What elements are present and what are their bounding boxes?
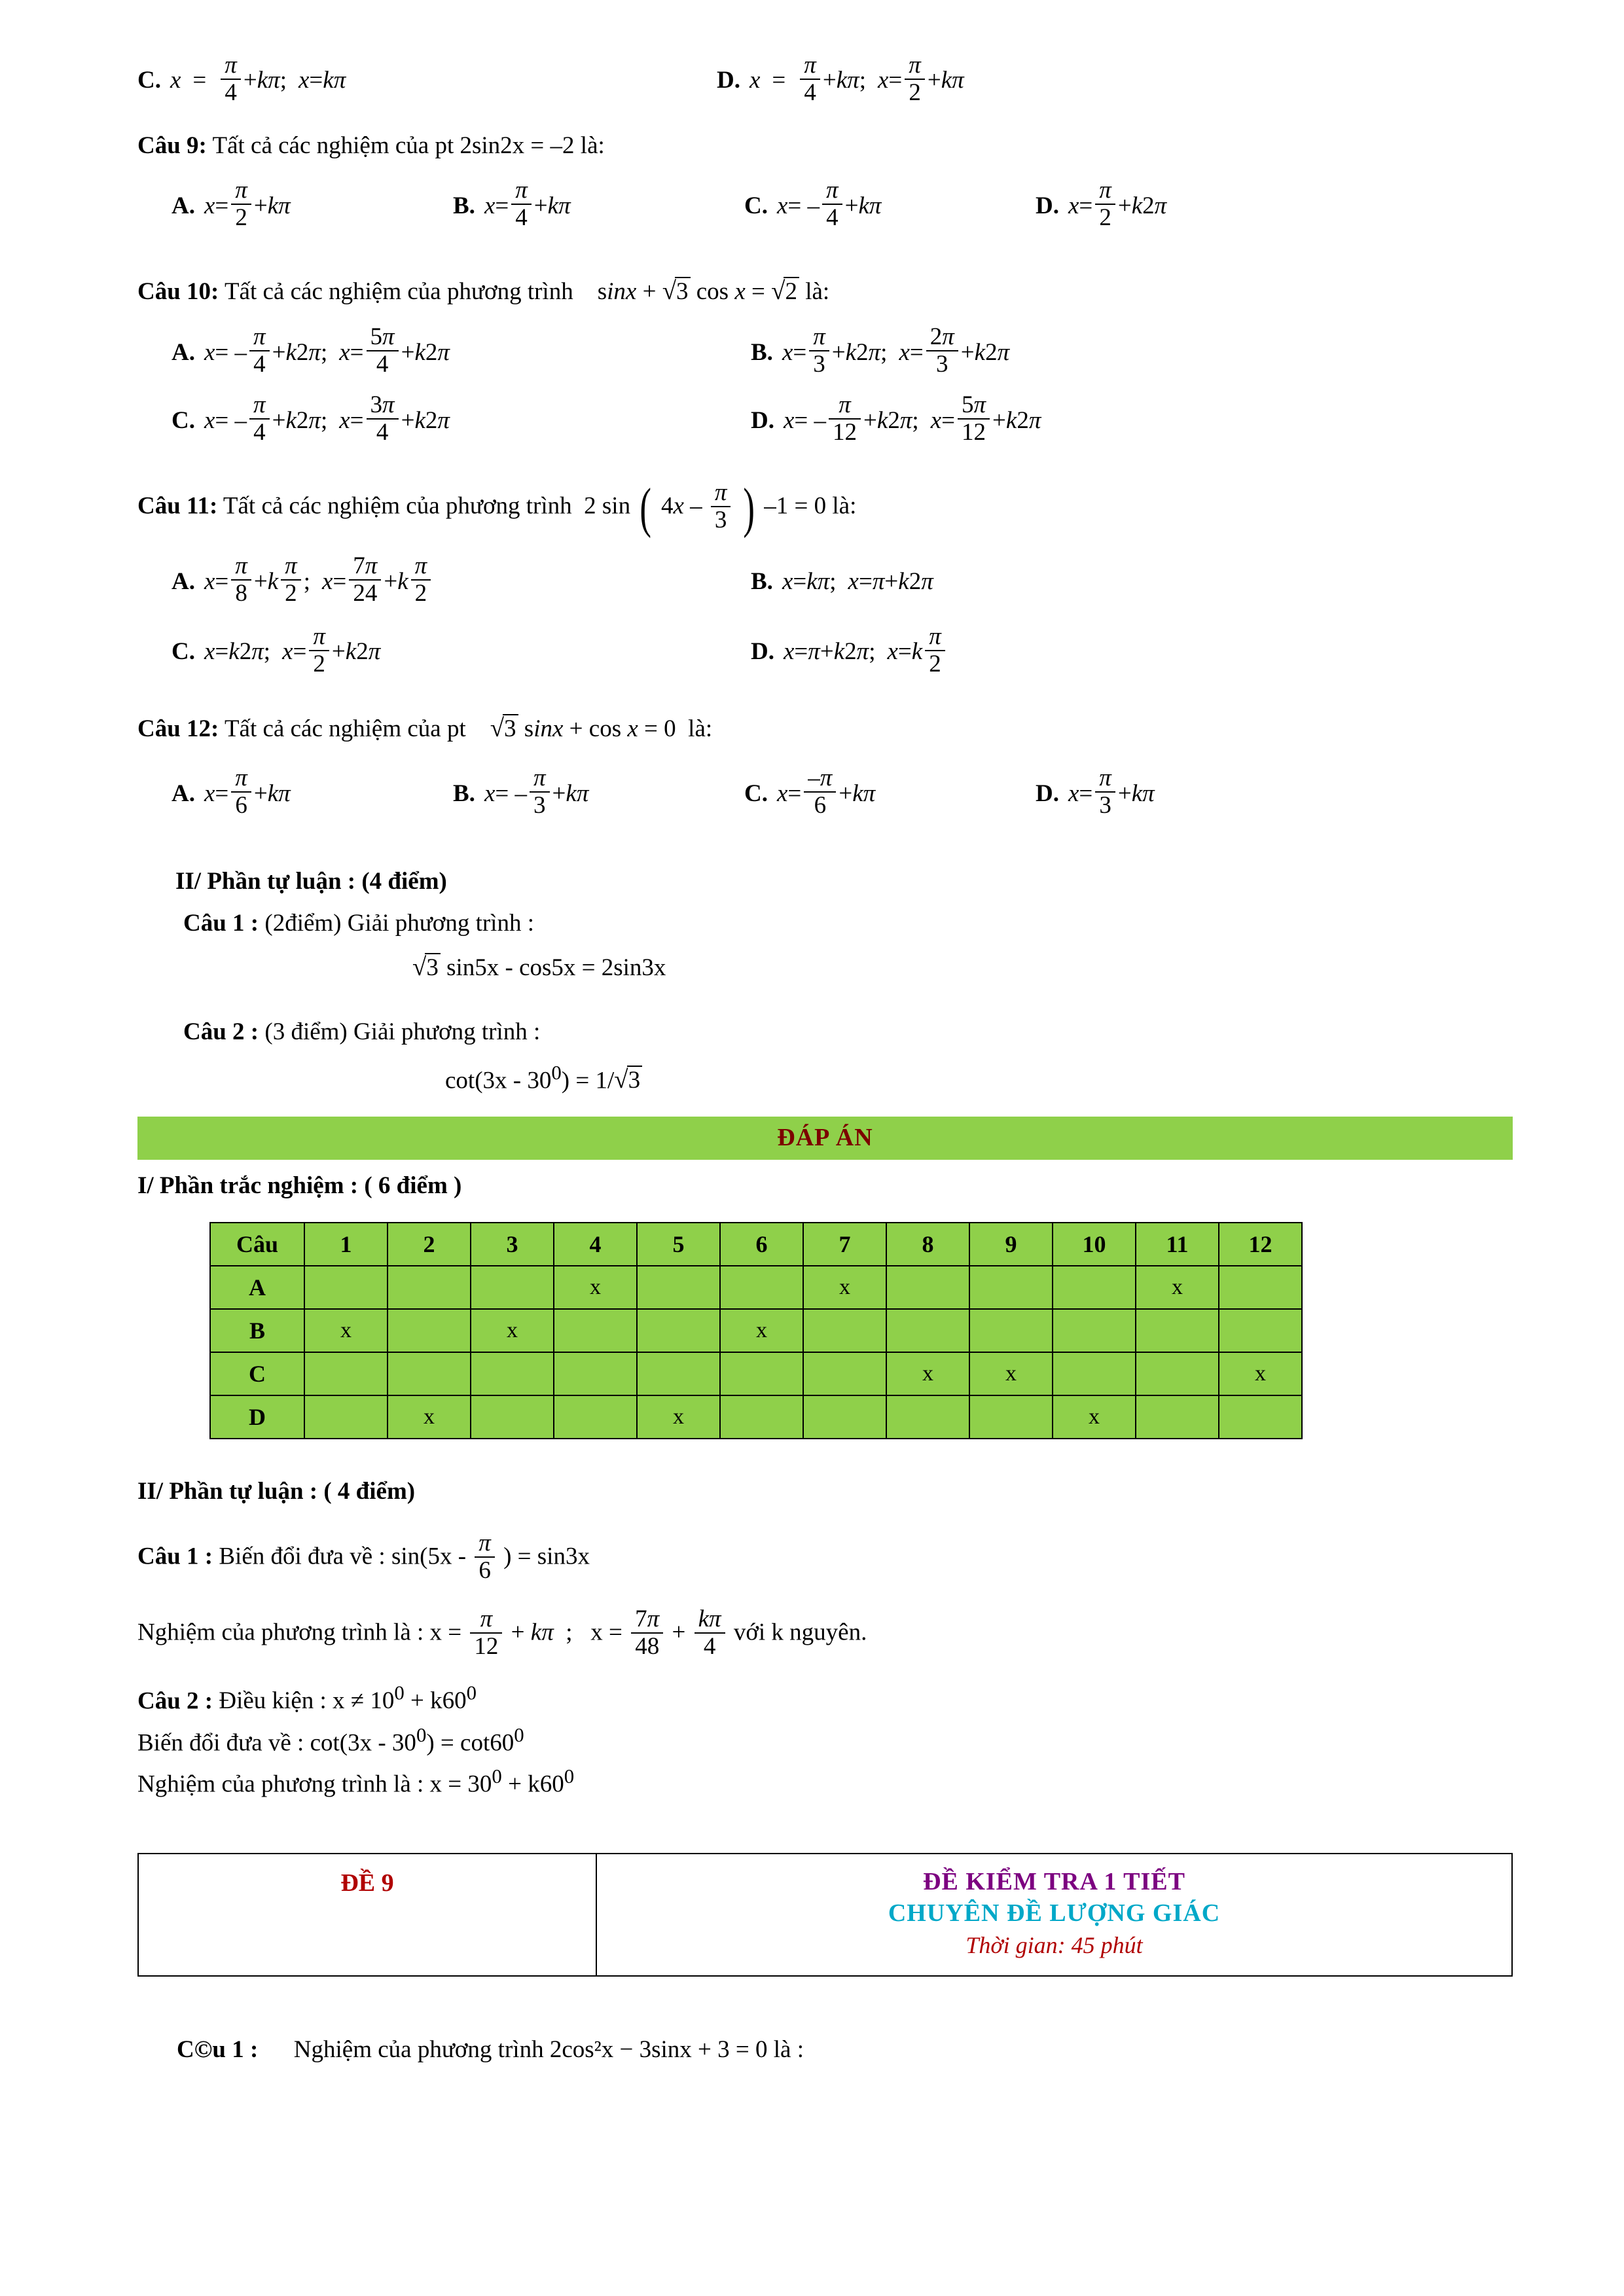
question-11: Câu 11: Tất cả các nghiệm của phương trình 2 sin ( 4x – $\frac{\pi}{3}$ ) –1 = 0 là:	[137, 476, 857, 539]
answer-cell	[1136, 1352, 1219, 1395]
q9-option-d: D. x = $\frac{\pi}{2}$ + k 2 π	[1036, 177, 1167, 232]
exam-title-line2: CHUYÊN ĐỀ LƯỢNG GIÁC	[888, 1899, 1221, 1927]
tuluan-cau1-equation: √3 sin5x - cos5x = 2sin3x	[412, 953, 666, 982]
table-header-cell: 11	[1136, 1223, 1219, 1266]
tuluan-cau1	[183, 905, 1513, 942]
answer-tl-heading: II/ Phần tự luận : ( 4 điểm)	[137, 1478, 416, 1505]
answer-cell: x	[388, 1395, 471, 1439]
q8-option-c: C. x = $\frac{\pi}{4}$ + k π ; x = k π	[137, 52, 346, 106]
solution-1-label: Câu 1 :	[137, 1543, 213, 1570]
answer-cell	[637, 1309, 720, 1352]
answer-cell	[388, 1352, 471, 1395]
answer-cell	[1053, 1352, 1136, 1395]
answer-cell	[471, 1266, 554, 1309]
exam-code-cell	[139, 1854, 597, 1975]
table-header-cell: Câu	[210, 1223, 304, 1266]
solution-2-line1: Điều kiện : $x \ne 10^0 + k60^0$	[219, 1681, 477, 1715]
answer-cell	[720, 1266, 803, 1309]
exam-code: ĐỀ 9	[340, 1869, 394, 1897]
row-letter: B	[210, 1309, 304, 1352]
answer-cell: x	[554, 1266, 637, 1309]
table-header-cell: 12	[1219, 1223, 1302, 1266]
q11-option-d: D. x = π + k 2 π ; x = k $\frac{\pi}{2}$	[751, 625, 948, 679]
last-question	[177, 2036, 1624, 2064]
answer-cell: x	[1219, 1352, 1302, 1395]
answer-cell	[803, 1352, 886, 1395]
answer-cell	[886, 1266, 969, 1309]
answer-cell: x	[304, 1309, 388, 1352]
solution-1-roots-d: với k nguyên.	[733, 1619, 867, 1646]
table-header-cell: 10	[1053, 1223, 1136, 1266]
table-header-cell: 5	[637, 1223, 720, 1266]
answer-cell	[1136, 1309, 1219, 1352]
answer-content	[0, 1172, 1624, 1803]
q10-option-a: A. x = – $\frac{\pi}{4}$ + k 2 π ; x = $\frac{5\pi}{4}$ + k 2 π	[171, 323, 450, 378]
q8-options-row	[137, 54, 1513, 107]
answer-cell	[388, 1266, 471, 1309]
question-12-options	[171, 766, 1513, 820]
question-12-label: Câu 12:	[137, 715, 219, 742]
answer-cell	[886, 1395, 969, 1439]
answer-cell	[886, 1309, 969, 1352]
answer-cell	[304, 1266, 388, 1309]
answer-cell	[720, 1352, 803, 1395]
tuluan-heading: II/ Phần tự luận : (4 điểm)	[175, 868, 447, 895]
answer-cell	[969, 1266, 1053, 1309]
table-header-cell: 8	[886, 1223, 969, 1266]
exam-title-line1: ĐỀ KIỂM TRA 1 TIẾT	[923, 1867, 1185, 1895]
answer-cell	[1219, 1395, 1302, 1439]
table-header-cell: 3	[471, 1223, 554, 1266]
answer-cell: x	[886, 1352, 969, 1395]
table-row	[210, 1352, 1302, 1395]
table-header-cell: 2	[388, 1223, 471, 1266]
q12-option-c: C. x = $\frac{-\pi}{6}$ + k π	[744, 764, 876, 819]
q12-option-b: B. x = – $\frac{\pi}{3}$ + k π	[453, 764, 589, 819]
last-question-text: Nghiệm của phương trình 2cos²x − 3sinx + 3 = 0 là :	[293, 2036, 804, 2063]
answer-cell	[1136, 1395, 1219, 1439]
question-11-label: Câu 11:	[137, 492, 218, 520]
q8-option-d: D. x = $\frac{\pi}{4}$ + k π ; x = $\frac{\pi}{2}$ + k π	[717, 52, 964, 106]
solution-2-line2: Biến đổi đưa về : $\cot(3x - 30^0) = \cot 60^0$	[137, 1723, 524, 1756]
table-header-row	[210, 1223, 1302, 1266]
solution-2-label: Câu 2 :	[137, 1687, 213, 1715]
answer-cell	[720, 1395, 803, 1439]
solution-1-roots: Nghiệm của phương trình là : x = $\frac{\pi}{12}$ + kπ ; x = $\frac{7\pi}{48}$ + $\frac{k\pi}{4}$ với k nguyên.	[137, 1605, 867, 1660]
table-row	[210, 1266, 1302, 1309]
answer-cell	[304, 1395, 388, 1439]
tuluan-cau2-label: Câu 2 :	[183, 1018, 259, 1046]
answer-cell	[388, 1309, 471, 1352]
tuluan-cau2-text: (3 điểm) Giải phương trình :	[264, 1018, 541, 1046]
answer-cell	[803, 1309, 886, 1352]
exam-duration: Thời gian: 45 phút	[965, 1931, 1143, 1958]
table-header-cell: 1	[304, 1223, 388, 1266]
document-content	[0, 0, 1624, 1094]
question-10-options-row1	[171, 325, 1513, 379]
answer-cell	[304, 1352, 388, 1395]
question-11-options-row1	[171, 554, 1513, 608]
answer-cell	[637, 1352, 720, 1395]
answer-cell	[1053, 1309, 1136, 1352]
tuluan-cau1-label: Câu 1 :	[183, 910, 259, 937]
tuluan-cau2	[183, 1013, 1513, 1050]
answer-cell: x	[803, 1266, 886, 1309]
answer-cell	[471, 1395, 554, 1439]
table-header-cell: 9	[969, 1223, 1053, 1266]
answer-cell	[1219, 1309, 1302, 1352]
answer-cell: x	[637, 1395, 720, 1439]
q10-option-b: B. x = $\frac{\pi}{3}$ + k 2 π ; x = $\frac{2\pi}{3}$ + k 2 π	[751, 323, 1010, 378]
solution-1: Câu 1 : Biến đổi đưa về : sin(5x - $\frac{\pi}{6}$ ) = sin3x	[137, 1530, 590, 1584]
table-header-cell: 7	[803, 1223, 886, 1266]
q11-option-c: C. x = k 2 π ; x = $\frac{\pi}{2}$ + k 2 π	[171, 622, 381, 677]
q11-option-b: B. x = k π ; x = π + k 2 π	[751, 567, 933, 595]
answer-cell	[471, 1352, 554, 1395]
q9-option-a: A. x = $\frac{\pi}{2}$ + k π	[171, 177, 291, 232]
question-10-label: Câu 10:	[137, 278, 219, 306]
tuluan-cau2-equation: $\cot(3x - 30^0) = 1/√3$	[445, 1062, 1513, 1094]
answer-cell	[969, 1309, 1053, 1352]
question-12: Câu 12: Tất cả các nghiệm của pt √3 sinx + cos x = 0 là:	[137, 713, 713, 742]
q10-option-c: C. x = – $\frac{\pi}{4}$ + k 2 π ; x = $\frac{3\pi}{4}$ + k 2 π	[171, 391, 450, 446]
question-9-label: Câu 9:	[137, 132, 207, 159]
answer-cell: x	[969, 1352, 1053, 1395]
table-header-cell: 4	[554, 1223, 637, 1266]
answer-cell	[554, 1309, 637, 1352]
answer-cell: x	[471, 1309, 554, 1352]
exam-header-box	[137, 1853, 1513, 1977]
answer-cell: x	[1053, 1395, 1136, 1439]
question-10: Câu 10: Tất cả các nghiệm của phương trình sinx + √3 cos x = √2 là:	[137, 277, 830, 306]
answer-cell	[969, 1395, 1053, 1439]
exam-title-cell	[597, 1854, 1511, 1975]
row-letter: A	[210, 1266, 304, 1309]
q11-option-a: A. x = $\frac{\pi}{8}$ + k $\frac{\pi}{2}$ ; x = $\frac{7\pi}{24}$ + k $\frac{\pi}{2}$	[171, 554, 751, 608]
tuluan-cau1-text: (2điểm) Giải phương trình :	[264, 910, 534, 937]
answer-tn-heading: I/ Phần trắc nghiệm : ( 6 điểm )	[137, 1172, 462, 1200]
table-row	[210, 1395, 1302, 1439]
answer-banner: ĐÁP ÁN	[137, 1117, 1513, 1160]
answer-cell	[637, 1266, 720, 1309]
answer-table	[209, 1222, 1303, 1439]
question-9-text: Tất cả các nghiệm của pt 2sin2x = –2 là:	[212, 132, 605, 159]
answer-cell	[1053, 1266, 1136, 1309]
row-letter: C	[210, 1352, 304, 1395]
q12-option-a: A. x = $\frac{\pi}{6}$ + k π	[171, 764, 291, 819]
solution-2-line3: Nghiệm của phương trình là : $x = 30^0 + k60^0$	[137, 1765, 575, 1798]
q9-option-c: C. x = – $\frac{\pi}{4}$ + k π	[744, 177, 882, 232]
question-11-options-row2	[171, 622, 1513, 679]
question-9	[137, 127, 1513, 164]
answer-cell: x	[1136, 1266, 1219, 1309]
answer-cell	[803, 1395, 886, 1439]
row-letter: D	[210, 1395, 304, 1439]
answer-cell: x	[720, 1309, 803, 1352]
table-header-cell: 6	[720, 1223, 803, 1266]
q9-option-b: B. x = $\frac{\pi}{4}$ + k π	[453, 177, 571, 232]
q12-option-d: D. x = $\frac{\pi}{3}$ + k π	[1036, 764, 1155, 819]
table-row	[210, 1309, 1302, 1352]
last-question-label: C©u 1 :	[177, 2036, 259, 2063]
answer-cell	[554, 1352, 637, 1395]
answer-cell	[1219, 1266, 1302, 1309]
solution-1-roots-a: Nghiệm của phương trình là : x =	[137, 1619, 462, 1646]
solution-2	[137, 1678, 1513, 1720]
question-9-options	[171, 179, 1513, 232]
question-10-options-row2	[171, 393, 1513, 447]
q10-option-d: D. x = – $\frac{\pi}{12}$ + k 2 π ; x = $\frac{5\pi}{12}$ + k 2 π	[751, 391, 1041, 446]
answer-cell	[554, 1395, 637, 1439]
